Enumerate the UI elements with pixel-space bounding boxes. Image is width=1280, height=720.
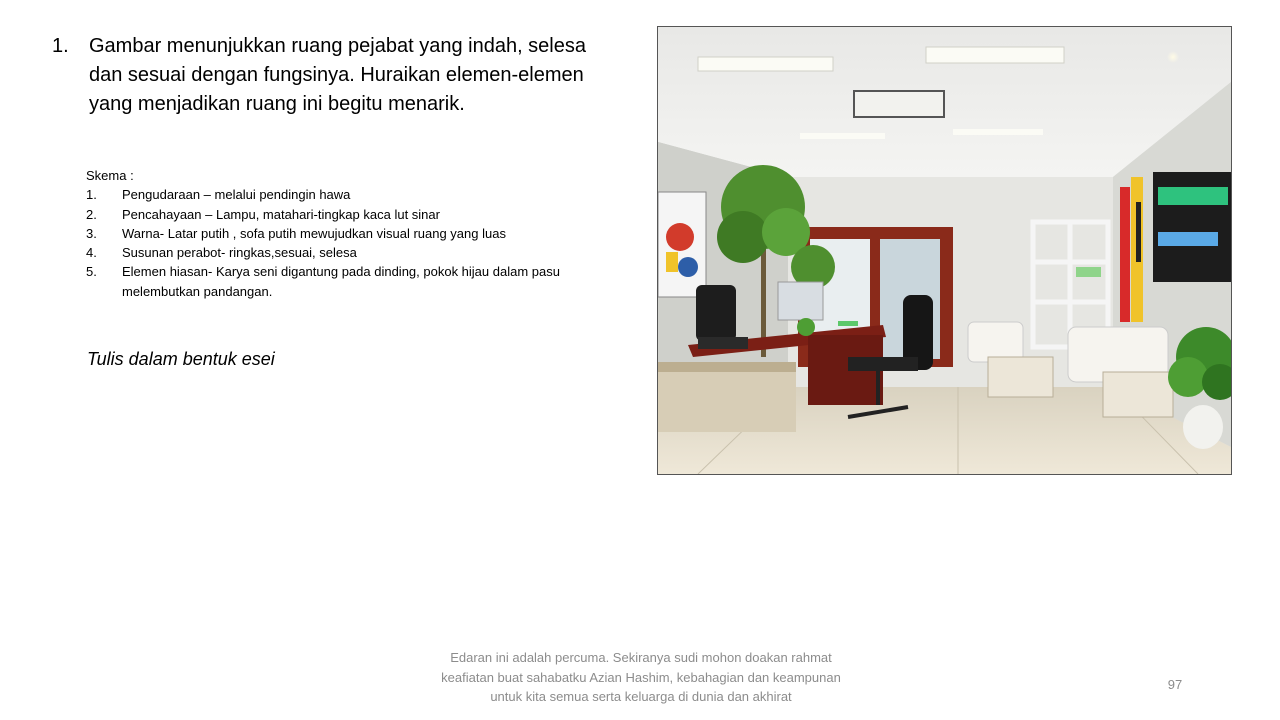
skema-item-number: 2.: [86, 206, 97, 222]
office-photo: [657, 26, 1232, 475]
skema-item-number: 5.: [86, 264, 97, 280]
skema-item: [86, 262, 626, 301]
skema-item-number: 3.: [86, 225, 97, 241]
skema-item: [86, 185, 626, 204]
page-number: 97: [1167, 677, 1183, 692]
skema-list: [86, 185, 626, 301]
skema-item: [86, 243, 626, 262]
skema-item-number: 1.: [86, 187, 97, 203]
skema-title: Skema :: [86, 168, 134, 183]
skema-item: [86, 224, 626, 243]
question: [52, 32, 612, 119]
skema-item: [86, 205, 626, 224]
question-text: Gambar menunjukkan ruang pejabat yang indah, selesa dan sesuai dengan fungsinya. Huraikan elemen-elemen yang menjadikan ruang ini begitu menarik.: [89, 35, 586, 115]
skema-item-number: 4.: [86, 245, 97, 261]
skema-section: [86, 166, 626, 301]
skema-item-text: Elemen hiasan- Karya seni digantung pada dinding, pokok hijau dalam pasu melembutkan pandangan.: [122, 264, 560, 299]
skema-item-text: Pencahayaan – Lampu, matahari-tingkap kaca lut sinar: [122, 206, 440, 222]
skema-item-text: Susunan perabot- ringkas,sesuai, selesa: [122, 245, 357, 261]
essay-instruction: Tulis dalam bentuk esei: [87, 349, 275, 369]
skema-item-text: Pengudaraan – melalui pendingin hawa: [122, 187, 351, 203]
skema-item-text: Warna- Latar putih , sofa putih mewujudkan visual ruang yang luas: [122, 225, 506, 241]
question-number: 1.: [52, 35, 69, 57]
footer-note: Edaran ini adalah percuma. Sekiranya sudi mohon doakan rahmat keafiatan buat sahabatku Azian Hashim, kebahagian dan keampunan untuk kita semua serta keluarga di dunia dan akhirat: [441, 650, 841, 704]
